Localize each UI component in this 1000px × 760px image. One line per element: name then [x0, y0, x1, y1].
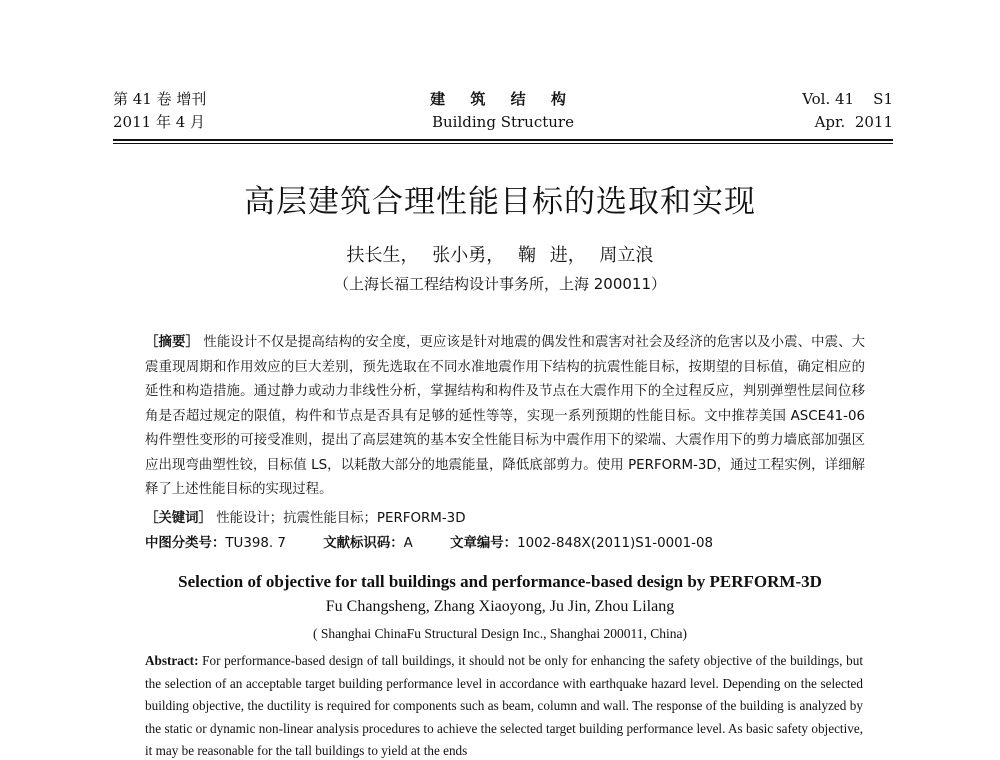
volume-cn: 第 41 卷 增刊 [113, 90, 207, 108]
date-en: Apr. 2011 [814, 113, 893, 131]
header-rule-thin [113, 143, 893, 144]
classification-line [145, 532, 865, 551]
authors-cn: 扶长生， 张小勇， 鞠 进， 周立浪 [346, 245, 654, 266]
abstract-en-label: Abstract: [145, 653, 199, 668]
page-header [113, 88, 893, 140]
abstract-cn-text: 性能设计不仅是提高结构的安全度，更应该是针对地震的偶发性和震害对社会及经济的危害以及小震、中震、大震重现周期和作用效应的巨大差别，预先选取在不同水准地震作用下结构的抗震性能目标，按期望的目标值，确定相应的延性和构造措施。通过静力或动力非线性分析，掌握结构和构件及节点在大震作用下的全过程反应，判别弹塑性层间位移角是否超过规定的限值，构件和节点是否具有足够的延性等等，实现一系列预期的性能目标。文中推荐美国 ASCE41-06 构件塑性变形的可接受准则，提出了高层建筑的基本安全性能目标为中震作用下的梁端、大震作用下的剪力墙底部加强区应出现弯曲塑性铰，目标值 LS，以耗散大部分的地震能量，降低底部剪力。使用 PERFORM-3D，通过工程实例，详细解释了上述性能目标的实现过程。 [145, 335, 866, 497]
doc-code-label: 文献标识码： [323, 536, 404, 551]
authors-en: Fu Changsheng, Zhang Xiaoyong, Ju Jin, Zhou Lilang [325, 598, 675, 615]
article-no-value: 1002-848X(2011)S1-0001-08 [517, 536, 714, 551]
keywords-cn-label: ［关键词］ [145, 511, 212, 526]
abstract-cn [145, 331, 865, 503]
keywords-cn [145, 507, 865, 526]
volume-en: Vol. 41 S1 [802, 90, 893, 108]
abstract-en-text: For performance-based design of tall buildings, it should not be only for enhancing the safety objective of the buildings, but the selection of an acceptable target building performance level in accordance with earthquake hazard level. Depending on the selected building objective, the ductility is required for components such as beam, column and wall. The response of the building is analyzed by the static or dynamic non-linear analysis procedures to achieve the selected target building performance level. As basic safety objective, it may be reasonable for the tall buildings to yield at the ends [145, 653, 863, 758]
clc-value: TU398. 7 [225, 536, 286, 551]
keywords-cn-text: 性能设计；抗震性能目标；PERFORM-3D [216, 511, 466, 526]
affiliation-cn: （上海长福工程结构设计事务所，上海 200011） [333, 275, 667, 293]
header-center [113, 88, 893, 134]
journal-title-cn: 建 筑 结 构 [430, 90, 576, 108]
paper-title-cn: 高层建筑合理性能目标的选取和实现 [244, 184, 756, 220]
journal-title-en: Building Structure [432, 113, 574, 131]
doc-code-value: A [403, 536, 413, 551]
paper-title-en: Selection of objective for tall buildings and performance-based design by PERFORM-3D [178, 572, 822, 591]
affiliation-en: ( Shanghai ChinaFu Structural Design Inc., Shanghai 200011, China) [312, 626, 688, 641]
clc-label: 中图分类号： [145, 536, 226, 551]
header-right [802, 88, 893, 134]
article-no-label: 文章编号： [450, 536, 518, 551]
date-cn: 2011 年 4 月 [113, 113, 206, 131]
abstract-en [145, 650, 863, 760]
header-rule-thick [113, 139, 893, 141]
abstract-cn-label: ［摘要］ [145, 335, 200, 350]
